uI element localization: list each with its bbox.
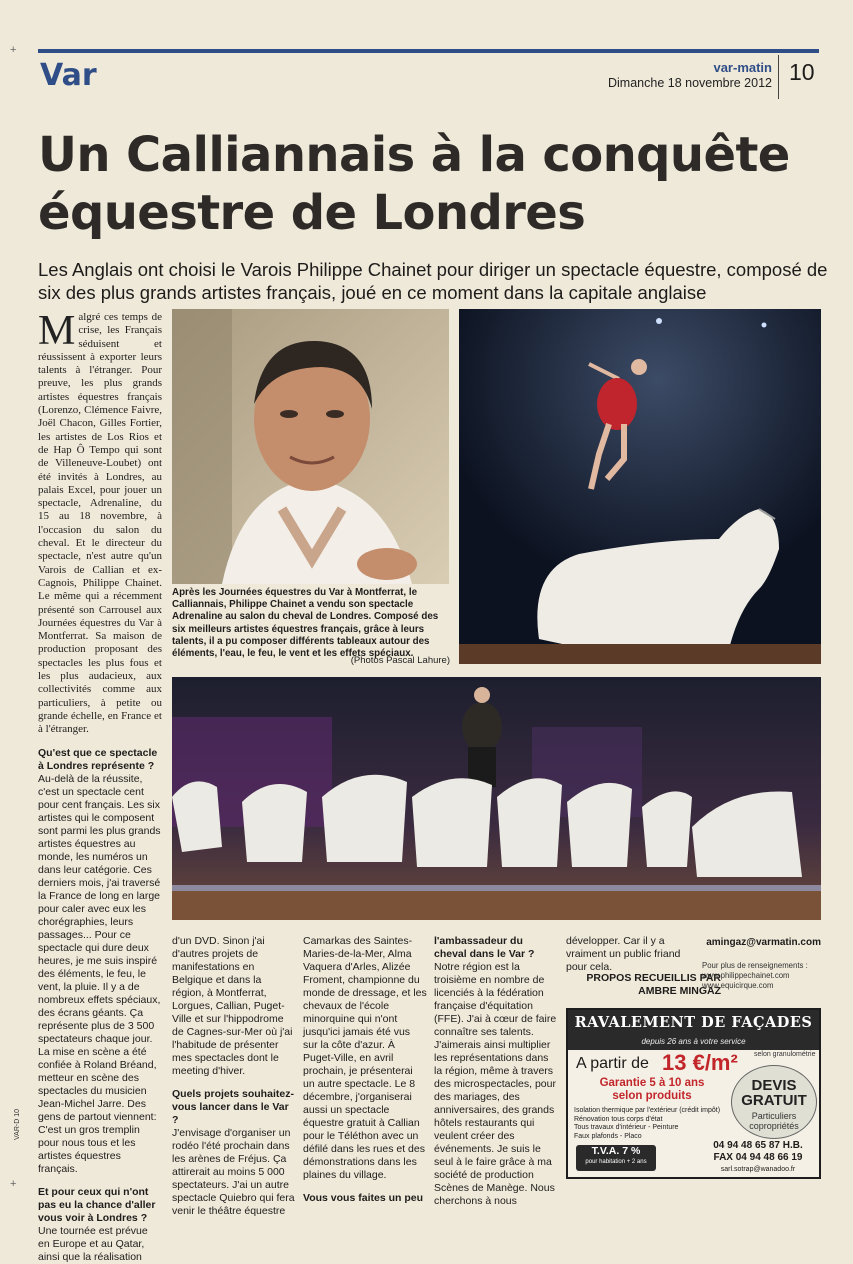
ad-subtitle: depuis 26 ans à votre service — [568, 1036, 819, 1050]
section-title: Var — [40, 58, 97, 93]
column-3-text: Camarkas des Saintes-Maries-de-la-Mer, Alma Vaquera d'Arles, Alizée Froment, championne du monde de dressage, et les chevaux de l'école minorquine qui n'ont jusqu'ici jamais été vus sur la côte d'azur. À Puget-Ville, en avril prochain, je présenterai un autre spectacle. Le 8 décembre, j'organiserai aussi un spectacle équestre gratuit à Callian pour le Téléthon avec un défilé dans les rues et des démonstrations dans les plaines du village. — [303, 935, 427, 1181]
column-2-text: d'un DVD. Sinon j'ai d'autres projets de manifestations en Belgique et dans la région, à Montferrat, Lorgues, Callian, Puget-Ville et sur l'hippodrome de Cagnes-sur-Mer où j'ai l'habitude de présenter mes spectacles dont le meeting d'hiver. — [172, 935, 293, 1077]
ad-guarantee-line-1: Garantie 5 à 10 ans — [599, 1077, 705, 1089]
ad-guarantee-line-2: selon produits — [612, 1090, 692, 1102]
portrait-image — [172, 309, 449, 584]
author-credit — [566, 972, 721, 998]
dropcap: M — [38, 308, 76, 354]
ad-title: RAVALEMENT DE FAÇADES — [568, 1010, 819, 1036]
answer-1: Au-delà de la réussite, c'est un spectacle cent pour cent français. Les six artistes qui le composent sont parmi les plus grands artistes équestres au monde, les numéros un dans leur catégorie. Ces derniers mois, j'ai traversé la France de long en large pour caler avec eux les chorégraphies, leurs passages... Pour ce spectacle qui dure deux heures, je me suis inspiré des éléments, le feu, le vent, la pluie. Il y a de nombreux effets spéciaux, des écrans géants. Ça représente plus de 3 500 spectateurs chaque jour. La mise en scène a été confiée à Roland Bréand, metteur en scène des spectacles du musicien Jean-Michel Jarre. Des gens de partout viennent: C'est un gros tremplin pour nous tous et les artistes équestres français. — [38, 772, 161, 1175]
headline — [38, 126, 838, 242]
question-1: Qu'est que ce spectacle à Londres représente ? — [38, 746, 158, 772]
ad-fax: FAX 04 94 48 66 19 — [713, 1152, 803, 1163]
acrobat-photo — [459, 309, 821, 664]
ad-guarantee — [582, 1077, 722, 1103]
info-site-2[interactable]: www.equicirque.com — [702, 981, 774, 990]
horses-photo — [172, 677, 821, 920]
question-4-start: Vous vous faites un peu — [303, 1192, 423, 1204]
headline-line-2: équestre de Londres — [38, 185, 586, 241]
masthead — [560, 60, 772, 90]
issue-date: Dimanche 18 novembre 2012 — [608, 76, 772, 90]
question-2: Et pour ceux qui n'ont pas eu la chance d'aller vous voir à Londres ? — [38, 1185, 156, 1224]
question-3: Quels projets souhaitez-vous lancer dans le Var ? — [172, 1088, 294, 1126]
ad-service-item: Faux plafonds - Placo — [574, 1133, 642, 1141]
question-4-end: l'ambassadeur du cheval dans le Var ? — [434, 935, 535, 960]
column-5-text: développer. Car il y a vraiment un public friand pour cela. — [566, 935, 681, 973]
photo-caption: Après les Journées équestres du Var à Montferrat, le Calliannais, Philippe Chainet a vendu son spectacle Adrenaline au salon du cheval de Londres. Composé des six meilleurs artistes équestres français, grâce à leurs talents, il a pu composer différents tableaux autour des éléments, l'eau, le feu, le vent et les effets spéciaux. — [172, 587, 439, 660]
author-label: PROPOS RECUEILLIS PAR — [586, 972, 721, 984]
column-2 — [172, 935, 296, 1218]
side-mark: VAR-D 10 — [14, 1109, 21, 1140]
ad-gratuit: GRATUIT — [741, 1092, 807, 1109]
intro-paragraph: Malgré ces temps de crise, les Français séduisent et réussissent à exporter leurs talents à l'étranger. Pour preuve, les plus grands artistes équestres français (Lorenzo, Clémence Faivre, Joël Chacon, Gilles Fortier, les artistes de Los Rios et de Hap Ô Tempo qui sont de Villeneuve-Loubet) ont été invités à Londres, au palais Excel, pour jouer un spectacle, Adrenaline, du 15 au 18 novembre, à l'occasion du salon du cheval. Et le directeur du spectacle, n'est autre qu'un Varois de Callian et ex-Cagnois, Philippe Chainet. Le même qui a récemment présenté son Carrousel aux Journées équestres du Var à Montferrat. Sa maison de production proposant des spectacles les plus fous et les plus audacieux, aux collectivités comme aux particuliers, à petite ou grande échelle, en France et à l'étranger. — [38, 308, 162, 736]
column-5 — [566, 935, 696, 974]
registration-mark-icon: + — [10, 44, 17, 56]
author-name: AMBRE MINGAZ — [638, 985, 721, 997]
info-label: Pour plus de renseignements : — [702, 961, 808, 970]
ad-services-list — [574, 1107, 734, 1142]
ad-tva-badge — [576, 1145, 656, 1171]
ad-service-item: Tous travaux d'intérieur - Peinture — [574, 1124, 679, 1132]
ad-service-item: Rénovation tous corps d'état — [574, 1115, 663, 1123]
acrobat-horse-image — [459, 309, 821, 664]
column-3 — [303, 935, 427, 1205]
page-number: 10 — [778, 55, 822, 99]
ad-devis: DEVIS — [751, 1077, 797, 1094]
ad-tva-note: pour habitation + 2 ans — [585, 1159, 647, 1165]
advertisement — [566, 1008, 821, 1179]
ad-price: 13 €/m² — [662, 1050, 738, 1075]
ad-granulometry: selon granulométrie — [754, 1051, 816, 1058]
ad-free-quote-badge — [731, 1065, 817, 1139]
headline-line-1: Un Calliannais à la conquête — [38, 127, 790, 183]
horses-image — [172, 677, 821, 920]
ad-service-item: Isolation thermique par l'extérieur (crédit impôt) — [574, 1107, 721, 1114]
author-email[interactable]: amingaz@varmatin.com — [706, 937, 821, 948]
photo-credit: (Photos Pascal Lahure) — [350, 655, 450, 666]
portrait-photo — [172, 309, 449, 584]
info-site-1[interactable]: www.philippechainet.com — [702, 971, 790, 980]
column-1 — [38, 308, 162, 1263]
ad-from: A partir de — [576, 1055, 649, 1072]
ad-particuliers: Particuliers — [751, 1111, 797, 1121]
answer-2: Une tournée est prévue en Europe et au Qatar, ainsi que la réalisation — [38, 1224, 148, 1263]
registration-mark-icon: + — [10, 1178, 17, 1190]
column-4 — [434, 935, 558, 1208]
newspaper-brand: var-matin — [713, 60, 772, 75]
header-rule — [38, 49, 819, 53]
ad-contact — [700, 1140, 816, 1176]
ad-email: sarl.sotrap@wanadoo.fr — [720, 1166, 796, 1173]
answer-3: J'envisage d'organiser un rodéo l'été prochain dans les arènes de Fréjus. Ça attirerait au moins 5 000 spectateurs. J'ai un autre spectacle Quiebro qui fera venir le théâtre équestre — [172, 1127, 295, 1217]
ad-phone: 04 94 48 65 87 H.B. — [713, 1140, 803, 1151]
answer-4: Notre région est la troisième en nombre de licenciés à la fédération française d'équitation (FFE). J'ai à cœur de faire connaître ses talents. J'aimerais ainsi multiplier les représentations dans la région, même à travers des microspectacles, pour des mariages, des anniversaires, des grands hôtels restaurants qui veulent créer des événements. Je suis le seul à le faire grâce à ma société de production Scènes de Manège. Nous cherchons à nous — [434, 961, 557, 1207]
ad-coproprietes: copropriétés — [749, 1121, 799, 1131]
deck: Les Anglais ont choisi le Varois Philippe Chainet pour diriger un spectacle équestre, composé de six des plus grands artistes français, joué en ce moment dans la capitale anglaise — [38, 259, 828, 303]
info-box — [702, 961, 822, 991]
ad-tva: T.V.A. 7 % — [591, 1145, 641, 1157]
